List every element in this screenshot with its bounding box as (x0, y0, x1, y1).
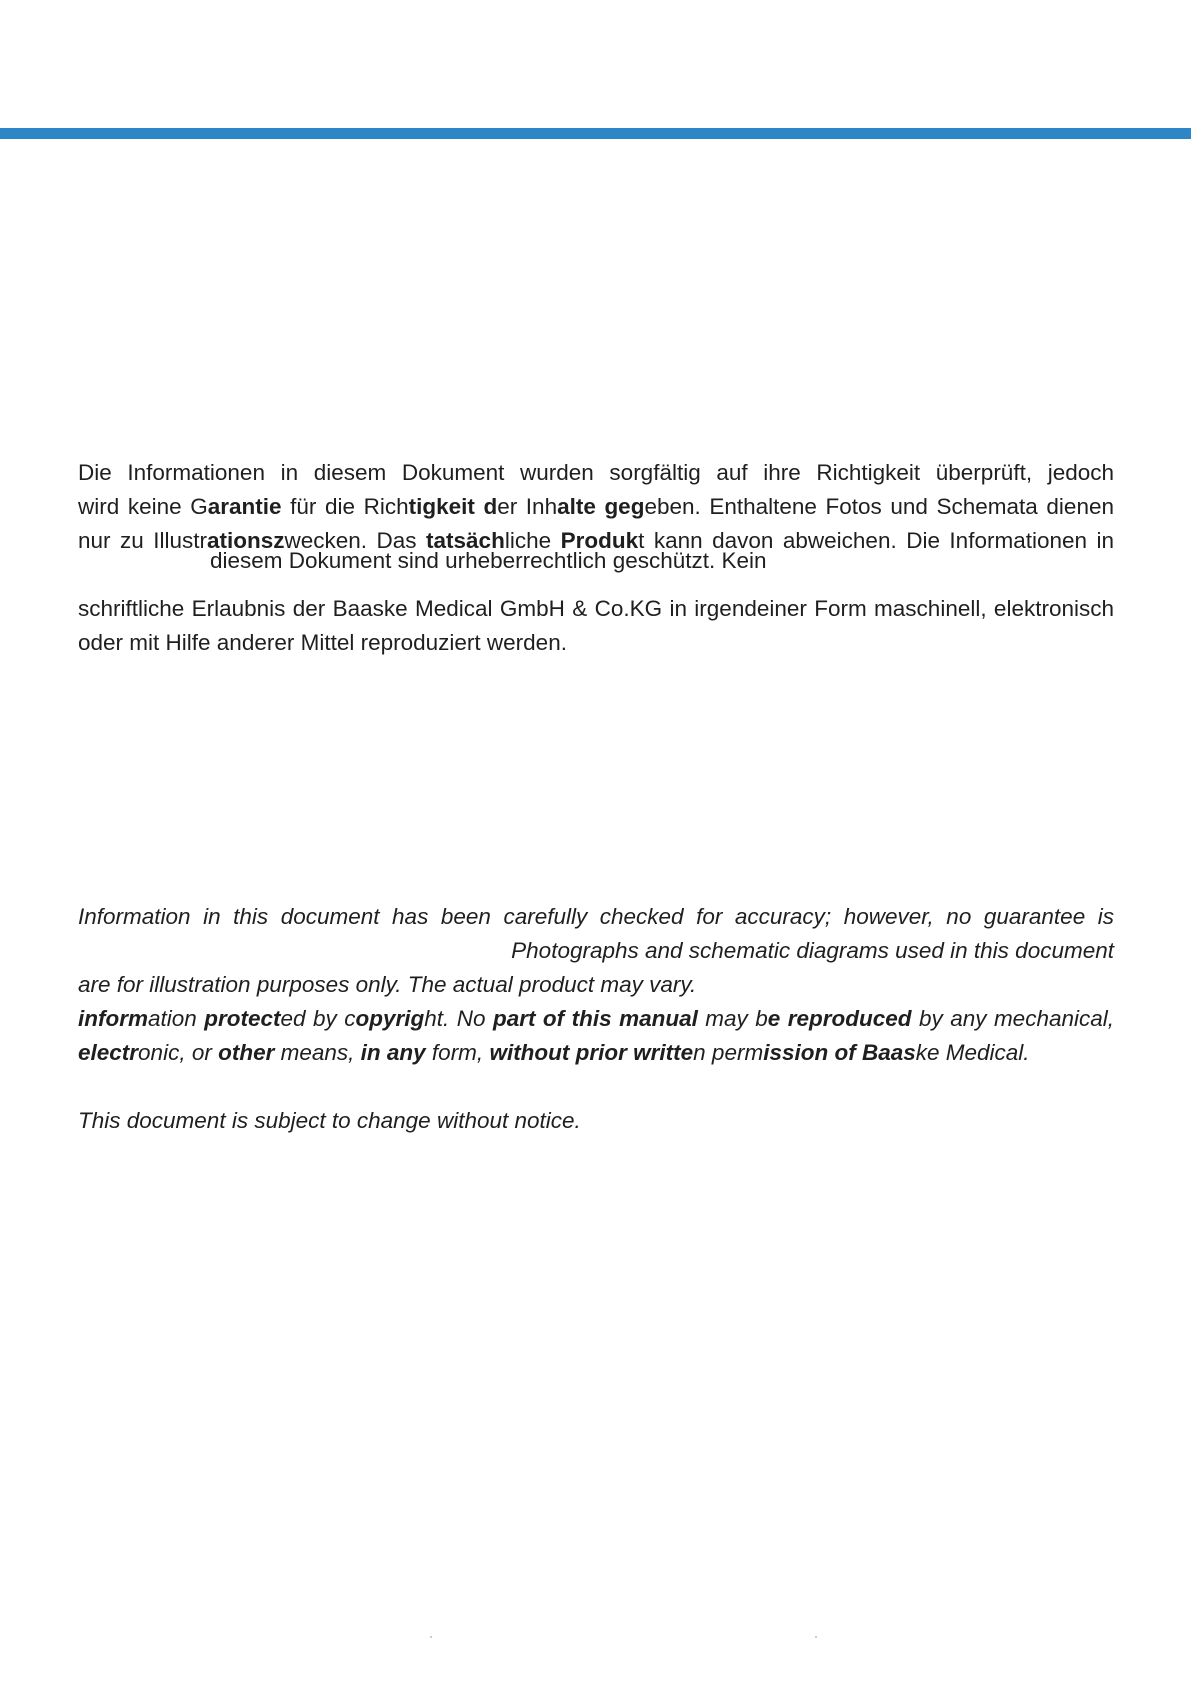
bold-text-run: ission of Baas (763, 1040, 916, 1065)
text-run: onic, or (138, 1040, 219, 1065)
bold-text-run: without prior writte (489, 1040, 694, 1065)
text-run: liche (504, 528, 561, 553)
text-run: er Inh (497, 494, 558, 519)
german-line-1: Die Informationen in diesem Dokument wurden sorgfältig auf ihre Richtigkeit überprüft, jedoch (78, 460, 1114, 485)
text-run: t kann davon abweichen. Die Informationen in (638, 528, 1115, 553)
german-line-4-truncated (78, 548, 1114, 578)
english-line-4 (78, 1002, 1114, 1036)
text-run: ht. No (424, 1006, 493, 1031)
text-run: eben. Enthaltene Fotos und Schemata dienen (644, 494, 1114, 519)
bold-text-run: ationsz (207, 528, 285, 553)
text-run: nur zu Illustr (78, 528, 207, 553)
text-run: wird keine G (78, 494, 208, 519)
bold-text-run: part of this manual (492, 1006, 698, 1031)
german-line-6: oder mit Hilfe anderer Mittel reproduziert werden. (78, 630, 567, 655)
text-run: n perm (693, 1040, 764, 1065)
german-line-5: schriftliche Erlaubnis der Baaske Medical GmbH & Co.KG in irgendeiner Form maschinell, elektronisch (78, 596, 1114, 621)
bold-text-run: alte geg (557, 494, 645, 519)
bold-text-run: e reproduced (767, 1006, 912, 1031)
english-line-6: This document is subject to change without notice. (78, 1108, 581, 1133)
text-run: means, (274, 1040, 361, 1065)
bold-text-run: opyrig (355, 1006, 425, 1031)
english-line-3: are for illustration purposes only. The actual product may vary. (78, 972, 697, 997)
text-run: ation (148, 1006, 205, 1031)
text-run: ke Medical. (915, 1040, 1030, 1065)
german-line-2 (78, 490, 1114, 524)
scan-speck (430, 1636, 432, 1638)
bold-text-run: other (218, 1040, 275, 1065)
bold-text-run: in any (360, 1040, 426, 1065)
text-run: ed by c (280, 1006, 356, 1031)
bold-text-run: protect (204, 1006, 281, 1031)
text-run: diesem Dokument sind urheberrechtlich geschützt. Kein (210, 548, 767, 573)
text-run: für die Rich (281, 494, 409, 519)
text-run: by any mechanical, (911, 1006, 1114, 1031)
bold-text-run: tatsäch (426, 528, 505, 553)
header-accent-rule (0, 128, 1191, 139)
text-run: form, (425, 1040, 490, 1065)
scan-speck (815, 1636, 817, 1638)
bold-text-run: electr (78, 1040, 139, 1065)
bold-text-run: Produk (560, 528, 639, 553)
english-line-5 (78, 1036, 1114, 1070)
bold-text-run: tigkeit d (408, 494, 498, 519)
text-run: may b (697, 1006, 768, 1031)
text-run: wecken. Das (284, 528, 427, 553)
bold-text-run: arantie (207, 494, 282, 519)
english-line-1: Information in this document has been carefully checked for accuracy; however, no guarantee is (78, 904, 1114, 929)
english-line-2: Photographs and schematic diagrams used in this document (511, 938, 1114, 963)
bold-text-run: inform (78, 1006, 148, 1031)
